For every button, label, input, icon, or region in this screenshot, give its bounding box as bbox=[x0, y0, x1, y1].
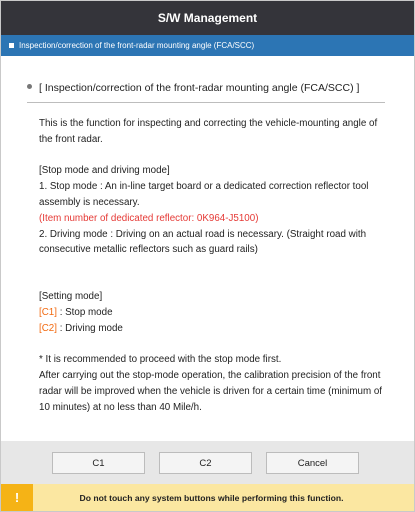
c2-description bbox=[39, 321, 389, 337]
recommendation-note: * It is recommended to proceed with the stop mode first. bbox=[39, 354, 282, 366]
window-title: S/W Management bbox=[1, 1, 414, 35]
subheader-label: Inspection/correction of the front-radar mounting angle (FCA/SCC) bbox=[19, 41, 255, 50]
calibration-note: After carrying out the stop-mode operation, the calibration precision of the front radar will be improved when the vehicle is driven for a certain time (minimum of 10 minutes) at no less than 40 Mile/h. bbox=[39, 370, 383, 413]
driving-mode-text: 2. Driving mode : Driving on an actual road is necessary. (Straight road with consecutive metallic reflectors such as guard rails) bbox=[39, 228, 367, 256]
c2-button[interactable]: C2 bbox=[159, 452, 252, 474]
warning-bar bbox=[1, 484, 414, 511]
function-subheader bbox=[1, 35, 414, 56]
modes-title: [Stop mode and driving mode] bbox=[39, 165, 170, 177]
stop-mode-text: 1. Stop mode : An in-line target board or a dedicated correction reflector tool assembly is necessary. bbox=[39, 181, 369, 208]
description-text bbox=[39, 116, 389, 416]
warning-text: Do not touch any system buttons while performing this function. bbox=[79, 492, 344, 503]
c1-text: : Stop mode bbox=[56, 306, 113, 318]
section-heading bbox=[27, 82, 385, 103]
c1-button[interactable]: C1 bbox=[52, 452, 145, 474]
reflector-note: (Item number of dedicated reflector: 0K964-J5100) bbox=[39, 212, 259, 224]
square-bullet-icon bbox=[9, 43, 14, 48]
c1-code: [C1] bbox=[39, 306, 57, 318]
c2-text: : Driving mode bbox=[56, 322, 123, 334]
section-heading-text: [ Inspection/correction of the front-radar mounting angle (FCA/SCC) ] bbox=[39, 82, 360, 94]
content-panel bbox=[1, 56, 414, 441]
cancel-button[interactable]: Cancel bbox=[266, 452, 359, 474]
setting-mode-title: [Setting mode] bbox=[39, 291, 103, 303]
button-bar bbox=[1, 441, 414, 484]
bullet-icon bbox=[27, 84, 32, 89]
warning-icon: ! bbox=[1, 484, 33, 511]
intro-text: This is the function for inspecting and correcting the vehicle-mounting angle of the front radar. bbox=[39, 118, 378, 145]
c1-description bbox=[39, 305, 389, 321]
c2-code: [C2] bbox=[39, 322, 57, 334]
